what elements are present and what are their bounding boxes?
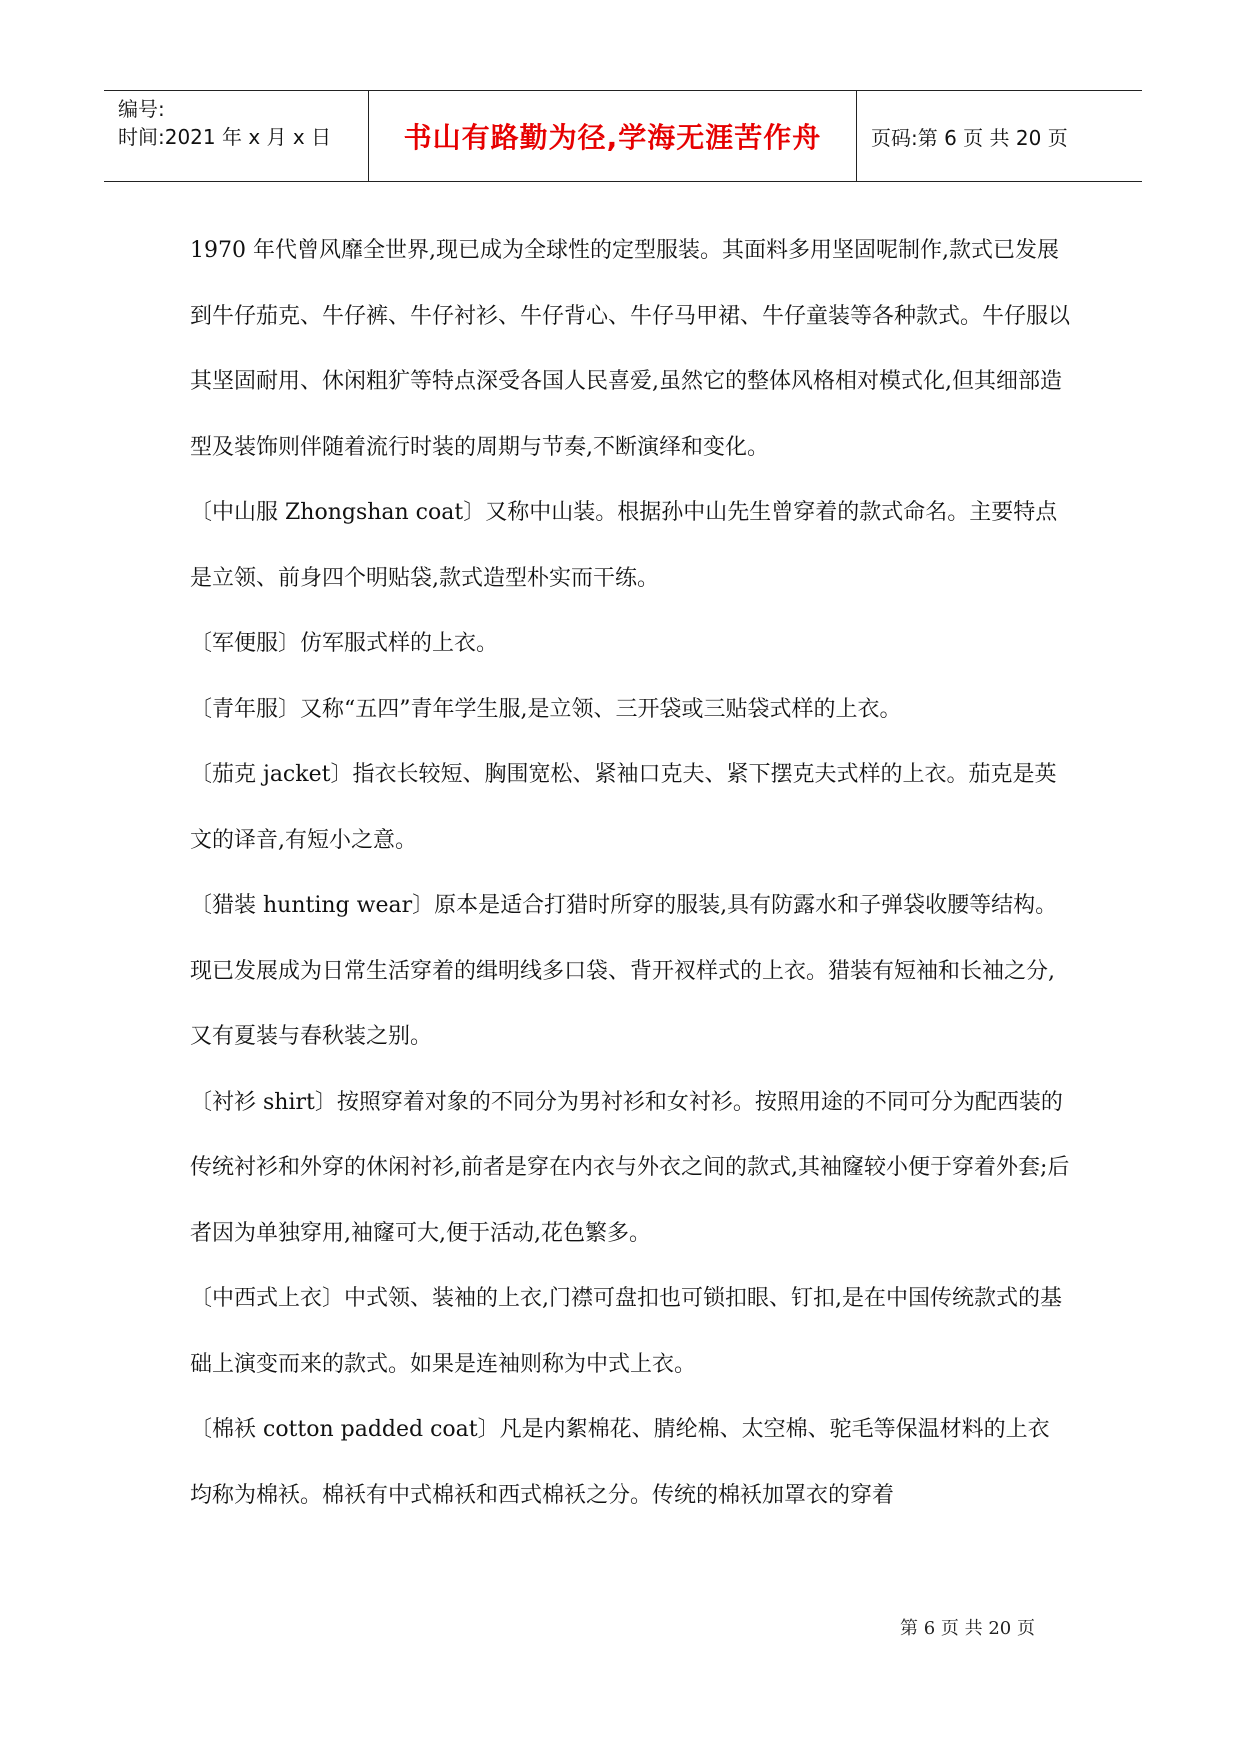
date-label: 时间:2021 年 x 月 x 日	[118, 125, 332, 149]
paragraph: 〔衬衫 shirt〕按照穿着对象的不同分为男衬衫和女衬衫。按照用途的不同可分为配西装的传统衬衫和外穿的休闲衬衫,前者是穿在内衣与外衣之间的款式,其袖窿较小便于穿着外套;后者因为单独穿用,袖窿可大,便于活动,花色繁多。	[190, 1089, 1070, 1246]
motto-text: 书山有路勤为径,学海无涯苦作舟	[403, 121, 822, 154]
paragraph: 〔军便服〕仿军服式样的上衣。	[190, 631, 499, 656]
paragraph: 〔茄克 jacket〕指衣长较短、胸围宽松、紧袖口克夫、紧下摆克夫式样的上衣。茄克是英文的译音,有短小之意。	[190, 762, 1057, 853]
serial-label: 编号:	[118, 97, 165, 121]
page-footer: 第 6 页 共 20 页	[900, 1618, 1035, 1639]
paragraph: 〔猎装 hunting wear〕原本是适合打猎时所穿的服装,具有防露水和子弹袋收腰等结构。现已发展成为日常生活穿着的缉明线多口袋、背开衩样式的上衣。猎装有短袖和长袖之分,又有夏装与春秋装之别。	[190, 893, 1058, 1049]
header-motto-cell	[369, 91, 857, 181]
header-page-label: 页码:第 6 页 共 20 页	[871, 125, 1068, 150]
document-header	[104, 90, 1142, 182]
document-body	[190, 218, 1070, 1528]
paragraph: 〔中西式上衣〕中式领、装袖的上衣,门襟可盘扣也可锁扣眼、钉扣,是在中国传统款式的基础上演变而来的款式。如果是连袖则称为中式上衣。	[190, 1286, 1062, 1377]
paragraph: 1970 年代曾风靡全世界,现已成为全球性的定型服装。其面料多用坚固呢制作,款式已发展到牛仔茄克、牛仔裤、牛仔衬衫、牛仔背心、牛仔马甲裙、牛仔童装等各种款式。牛仔服以其坚固耐用、休闲粗犷等特点深受各国人民喜爱,虽然它的整体风格相对模式化,但其细部造型及装饰则伴随着流行时装的周期与节奏,不断演绎和变化。	[190, 238, 1071, 460]
header-info-cell	[104, 91, 369, 181]
paragraph: 〔棉袄 cotton padded coat〕凡是内絮棉花、腈纶棉、太空棉、驼毛等保温材料的上衣均称为棉袄。棉袄有中式棉袄和西式棉袄之分。传统的棉袄加罩衣的穿着	[190, 1417, 1050, 1508]
paragraph: 〔中山服 Zhongshan coat〕又称中山装。根据孙中山先生曾穿着的款式命名。主要特点是立领、前身四个明贴袋,款式造型朴实而干练。	[190, 500, 1058, 591]
header-page-cell	[857, 91, 1142, 181]
paragraph: 〔青年服〕又称“五四”青年学生服,是立领、三开袋或三贴袋式样的上衣。	[190, 696, 902, 722]
